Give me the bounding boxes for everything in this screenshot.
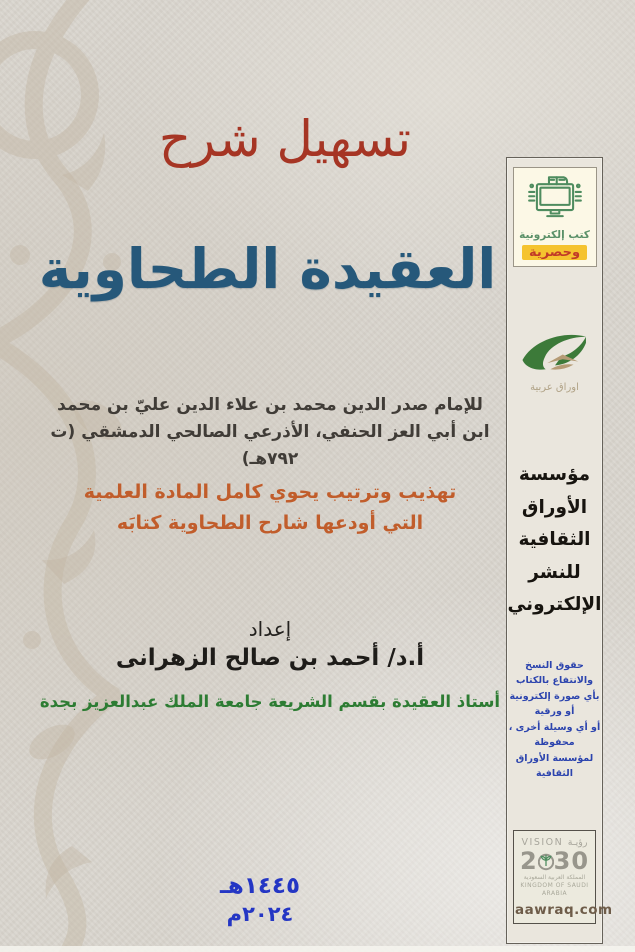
publisher-name-line: الأوراق [521,496,588,518]
preparer-name: أ.د/ أحمد بن صالح الزهرانى [115,645,425,671]
ebooks-monitor-icon [523,173,587,223]
publication-dates [140,873,380,926]
tagline-line-1: تهذيب وترتيب يحوي كامل المادة العلمية [83,481,457,503]
publisher-website: aawraq.com [515,902,613,918]
vision-label-en: VISION [521,837,564,848]
copyright-line: بأي صورة إلكترونية أو ورقية [509,690,600,717]
copyright-line: أو أي وسيلة أخرى ، محفوظة [508,721,601,748]
year-gregorian: ٢٠٢٤م [226,902,294,926]
publisher-name-line: الإلكتروني [507,594,602,615]
publisher-sidebar [506,157,613,944]
publisher-name-line: للنشر [528,561,581,583]
palm-tree-icon [538,853,554,871]
year-hijri: ١٤٤٥هـ [220,873,300,899]
vision-year-left: 2 [519,847,538,875]
cover-supertitle: تسهيل شرح [158,110,412,168]
awraq-swoosh-icon [516,329,594,377]
ebooks-badge-line1: كتب إلكترونية [519,229,590,241]
author-lines [20,392,520,473]
publisher-name [507,459,602,622]
prepared-label: إعداد [248,617,292,641]
preparer-title: أستاذ العقيدة بقسم الشريعة جامعة الملك عبدالعزيز بجدة [39,692,501,711]
page-bottom-edge [0,946,635,952]
tagline-line-2: التي أودعها شارح الطحاوية كتابَه [116,512,424,534]
awraq-logo-label: اوراق عربية [530,382,579,393]
copyright-line: لمؤسسة الأوراق الثقافية [515,752,594,779]
publisher-name-line: الثقافية [518,529,591,550]
vision-year [515,848,594,874]
copyright-line: حقوق النسخ والانتفاع بالكتاب [515,659,594,686]
vision-2030-block [513,830,613,924]
kingdom-label-ar: المملكة العربية السعودية [523,874,586,881]
vision-label-ar: رؤيـة [567,837,588,848]
cover-main-title: العقيدة الطحاوية [38,237,497,301]
vision-year-right: 30 [553,847,590,875]
copyright-notice [507,658,602,782]
author-line-1: للإمام صدر الدين محمد بن علاء الدين عليّ بن محمد [57,395,483,415]
tagline-lines [20,477,520,539]
kingdom-label-en: KINGDOM OF SAUDI ARABIA [520,882,589,897]
author-line-2: ابن أبي العز الحنفي، الأذرعي الصالحي الدمشقي (ت ٧٩٢هـ) [50,422,490,469]
ebooks-badge-line2: وحصرية [522,245,587,260]
publisher-name-line: مؤسسة [518,464,591,485]
ebooks-badge [513,167,597,267]
awraq-logo [507,329,602,393]
